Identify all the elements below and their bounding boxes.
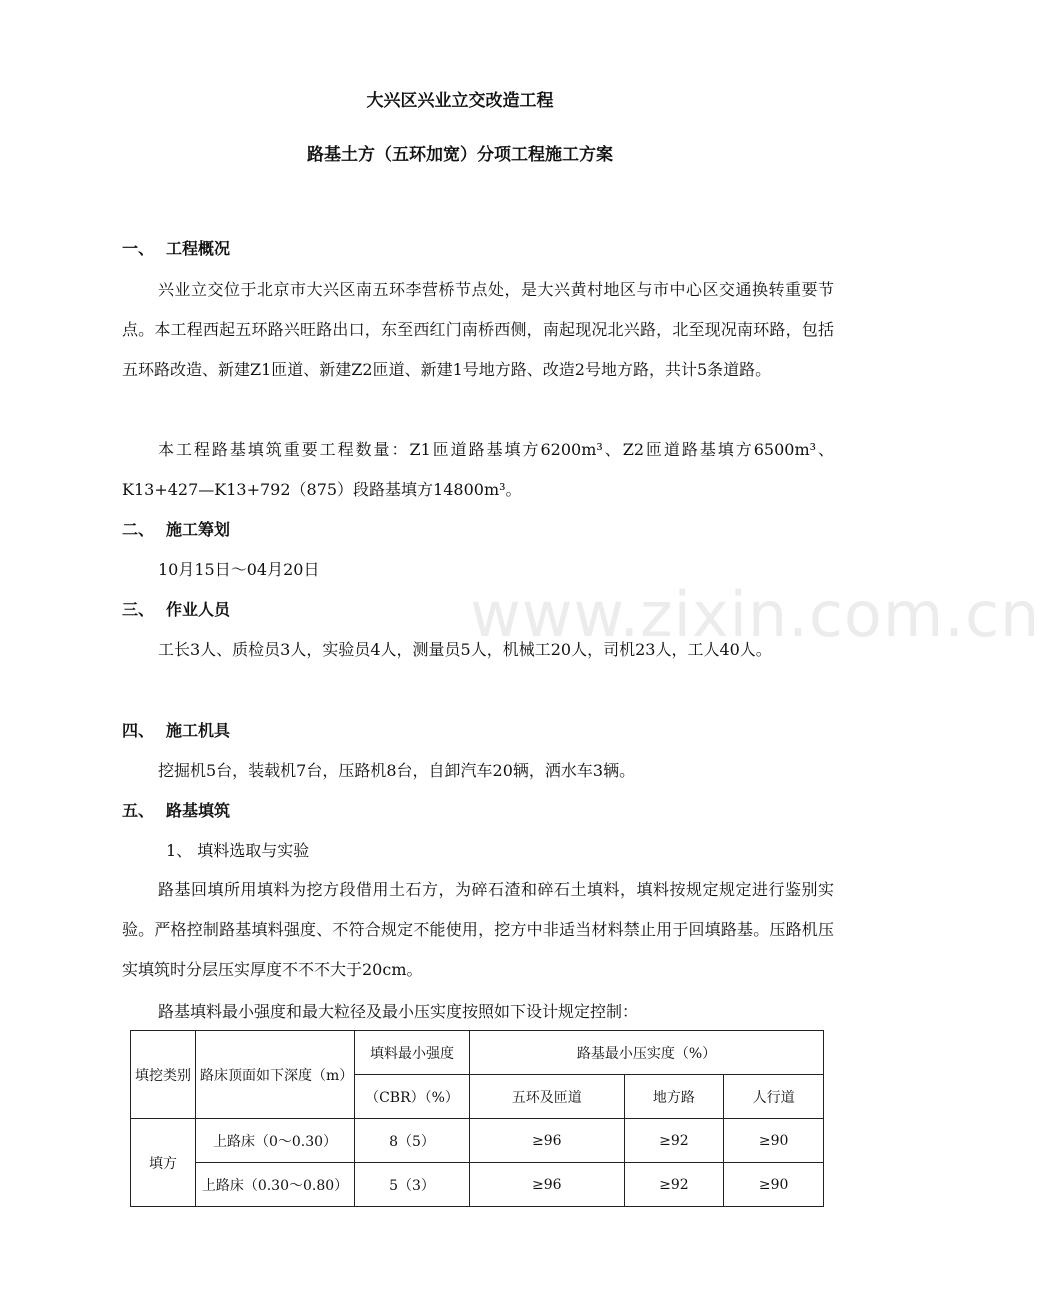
cell-c1: ≥96 <box>470 1163 625 1207</box>
section-number: 一、 <box>122 239 155 258</box>
cell-c3: ≥90 <box>724 1163 824 1207</box>
fill-paragraph: 路基回填所用填料为挖方段借用土石方，为碎石渣和碎石土填料，填料按规定规定进行鉴别实验。严格控制路基填料强度、不符合规定不能使用，挖方中非适当材料禁止用于回填路基。压路机压实填筑时分层压实厚度不不不大于20cm。 <box>122 880 834 979</box>
cell-depth: 上路床（0～0.30） <box>196 1119 355 1163</box>
table-row <box>131 1163 824 1207</box>
cell-c3: ≥90 <box>724 1119 824 1163</box>
section-number: 三、 <box>122 600 155 619</box>
header-col-fifth-ring: 五环及匝道 <box>470 1075 625 1119</box>
cell-strength: 8（5） <box>355 1119 470 1163</box>
section-heading-schedule <box>122 519 230 541</box>
section-title: 作业人员 <box>166 600 231 619</box>
cell-c1: ≥96 <box>470 1119 625 1163</box>
header-strength-unit: （CBR）（%） <box>355 1075 470 1119</box>
document-title: 大兴区兴业立交改造工程 <box>366 91 554 111</box>
schedule-text: 10月15日～04月20日 <box>158 560 320 579</box>
section-heading-personnel <box>122 599 230 621</box>
cell-c2: ≥92 <box>624 1163 724 1207</box>
section-heading-equipment <box>122 720 230 742</box>
section-title: 施工筹划 <box>166 520 231 539</box>
section-heading-fill <box>122 800 230 822</box>
section-number: 二、 <box>122 520 155 539</box>
header-col-local-road: 地方路 <box>624 1075 724 1119</box>
header-strength: 填料最小强度 <box>355 1031 470 1075</box>
equipment-text: 挖掘机5台，装载机7台，压路机8台，自卸汽车20辆，洒水车3辆。 <box>158 761 636 780</box>
section-heading-overview <box>122 238 230 260</box>
section-number: 五、 <box>122 801 155 820</box>
cell-c2: ≥92 <box>624 1119 724 1163</box>
header-fill-type: 填挖类别 <box>131 1031 196 1119</box>
overview-paragraph-1: 兴业立交位于北京市大兴区南五环李营桥节点处，是大兴黄村地区与市中心区交通换转重要节点。本工程西起五环路兴旺路出口，东至西红门南桥西侧，南起现况北兴路，北至现况南环路，包括五环路改造、新建Z1匝道、新建Z2匝道、新建1号地方路、改造2号地方路，共计5条道路。 <box>122 280 834 379</box>
row-group-fill: 填方 <box>131 1119 196 1207</box>
section-number: 四、 <box>122 721 155 740</box>
table-row <box>131 1119 824 1163</box>
section-title: 工程概况 <box>166 239 231 258</box>
document-subtitle: 路基土方（五环加宽）分项工程施工方案 <box>307 145 613 165</box>
fill-spec-table <box>130 1030 824 1207</box>
header-compaction: 路基最小压实度（%） <box>470 1031 824 1075</box>
section-title: 路基填筑 <box>166 801 231 820</box>
table-caption: 路基填料最小强度和最大粒径及最小压实度按照如下设计规定控制： <box>158 1002 639 1021</box>
watermark: www.zixin.com.cn <box>470 578 1040 651</box>
header-depth: 路床顶面如下深度（m） <box>196 1031 355 1119</box>
section-title: 施工机具 <box>166 721 231 740</box>
overview-paragraph-2: 本工程路基填筑重要工程数量：Z1匝道路基填方6200m³、Z2匝道路基填方6500m³、K13+427—K13+792（875）段路基填方14800m³。 <box>122 440 834 499</box>
cell-strength: 5（3） <box>355 1163 470 1207</box>
personnel-paragraph: 工长3人、质检员3人，实验员4人，测量员5人，机械工20人，司机23人，工人40人。 <box>158 640 772 659</box>
fill-subheading: 1、 填料选取与实验 <box>166 841 310 860</box>
cell-depth: 上路床（0.30～0.80） <box>196 1163 355 1207</box>
header-col-sidewalk: 人行道 <box>724 1075 824 1119</box>
